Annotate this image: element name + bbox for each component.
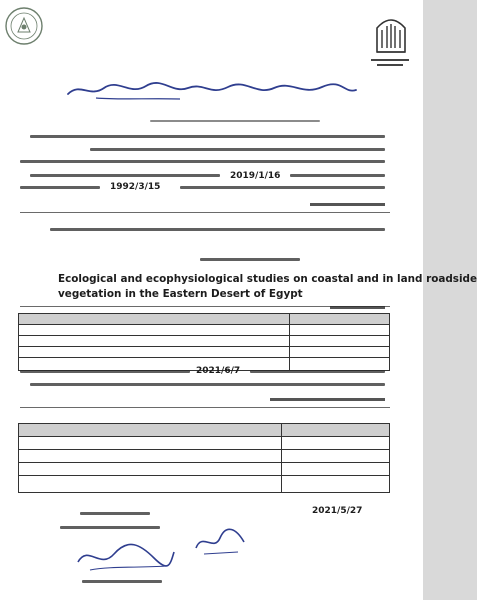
signature-date: 2021/5/27 [312, 506, 363, 516]
university-seal-icon [4, 6, 44, 46]
body-line [30, 135, 385, 138]
signature-icon [70, 536, 180, 576]
dean-caption [80, 512, 150, 515]
english-thesis-title [58, 272, 477, 302]
body-line [20, 160, 385, 163]
supervisors-table [18, 313, 390, 371]
registration-date: 2019/1/16 [230, 171, 281, 181]
english-title-line-2: vegetation in the Eastern Desert of Egypt [58, 288, 303, 300]
dean-name [82, 580, 162, 583]
council-date: 1992/3/15 [110, 182, 161, 192]
faculty-seal-icon [373, 10, 409, 56]
discussion-date: 2021/6/7 [196, 366, 241, 376]
heading-rule [20, 212, 390, 213]
english-title-line-1: Ecological and ecophysiological studies on coastal and in land roadside [58, 273, 477, 285]
body-line [90, 148, 385, 151]
arabic-title-line [50, 228, 385, 231]
signature-stamp-icon [190, 518, 250, 560]
venue-line [20, 370, 190, 373]
dean-title [60, 526, 160, 529]
body-line [180, 186, 385, 189]
handwritten-heading-icon [60, 78, 360, 102]
faculty-caption-icon [369, 58, 411, 68]
title-heading [310, 203, 385, 206]
body-line [290, 174, 385, 177]
body-line [30, 174, 220, 177]
venue-line [250, 370, 385, 373]
arabic-title-line [200, 258, 300, 261]
heading-rule [20, 407, 390, 408]
greeting-line [150, 120, 320, 122]
committee-heading [270, 398, 385, 401]
committee-table [18, 423, 390, 493]
body-line [20, 186, 100, 189]
supervision-heading [330, 306, 385, 309]
venue-line [30, 383, 385, 386]
